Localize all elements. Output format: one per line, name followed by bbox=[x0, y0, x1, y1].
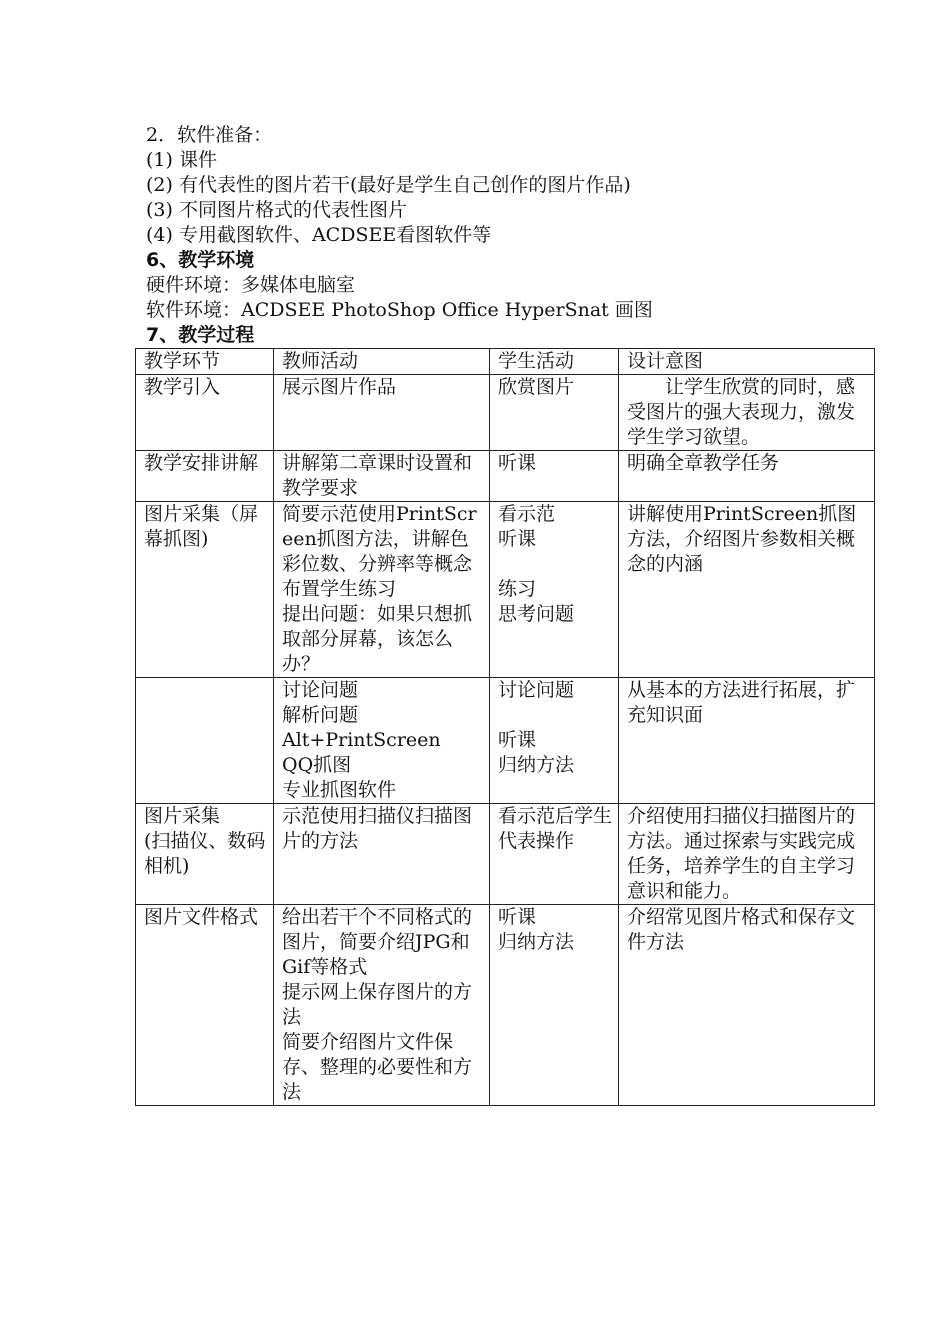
header-teacher: 教师活动 bbox=[274, 349, 490, 375]
cell-text: 听课 bbox=[498, 906, 537, 928]
cell-teacher-activity bbox=[274, 678, 490, 804]
cell-stage bbox=[136, 804, 274, 905]
text-line: (3) 不同图片格式的代表性图片 bbox=[146, 199, 407, 221]
text-line: 硬件环境：多媒体电脑室 bbox=[146, 274, 356, 296]
cell-text: 示范使用扫描仪扫描图片的方法 bbox=[282, 805, 473, 852]
section-heading: 6、教学环境 bbox=[146, 249, 255, 271]
cell-student-activity bbox=[490, 451, 619, 502]
cell-text: 明确全章教学任务 bbox=[627, 452, 780, 474]
text-line: (1) 课件 bbox=[146, 149, 217, 171]
cell-text: 提示网上保存图片的方法 bbox=[282, 981, 473, 1028]
cell-stage bbox=[136, 678, 274, 804]
cell-text: 看示范后学生代表操作 bbox=[498, 805, 613, 852]
cell-text: Alt+PrintScreen bbox=[282, 729, 441, 751]
intro-section bbox=[146, 123, 826, 348]
text-line: 2．软件准备： bbox=[146, 124, 273, 146]
cell-text: 从基本的方法进行拓展，扩充知识面 bbox=[627, 679, 856, 726]
cell-text: 简要介绍图片文件保存、整理的必要性和方法 bbox=[282, 1031, 473, 1103]
cell-text: 给出若干个不同格式的图片，简要介绍JPG和Gif等格式 bbox=[282, 906, 473, 978]
table-header-row bbox=[136, 349, 875, 375]
cell-text: 练习 bbox=[498, 578, 537, 600]
header-student: 学生活动 bbox=[490, 349, 619, 375]
cell-text bbox=[498, 552, 612, 577]
table-row bbox=[136, 678, 875, 804]
cell-text: 解析问题 bbox=[282, 704, 359, 726]
table-row bbox=[136, 451, 875, 502]
cell-text: 专业抓图软件 bbox=[282, 779, 397, 801]
cell-text: 看示范 bbox=[498, 503, 556, 525]
header-stage: 教学环节 bbox=[136, 349, 274, 375]
cell-text: 听课 bbox=[498, 528, 537, 550]
cell-student-activity bbox=[490, 905, 619, 1106]
cell-text: 讲解使用PrintScreen抓图方法，介绍图片参数相关概念的内涵 bbox=[627, 503, 857, 575]
cell-student-activity bbox=[490, 804, 619, 905]
cell-student-activity bbox=[490, 375, 619, 451]
cell-teacher-activity bbox=[274, 502, 490, 678]
header-design: 设计意图 bbox=[619, 349, 875, 375]
cell-teacher-activity bbox=[274, 804, 490, 905]
cell-text: 简要示范使用PrintScreen抓图方法，讲解色彩位数、分辨率等概念 bbox=[282, 503, 477, 575]
cell-text: 介绍常见图片格式和保存文件方法 bbox=[627, 906, 856, 953]
cell-text: 思考问题 bbox=[498, 603, 575, 625]
cell-text: 讨论问题 bbox=[282, 679, 359, 701]
cell-text: 归纳方法 bbox=[498, 754, 575, 776]
cell-text: 欣赏图片 bbox=[498, 376, 575, 398]
table-row bbox=[136, 905, 875, 1106]
cell-text: 教学安排讲解 bbox=[144, 452, 259, 474]
cell-stage bbox=[136, 905, 274, 1106]
cell-text: (扫描仪、数码相机) bbox=[144, 830, 266, 877]
text-line: 软件环境：ACDSEE PhotoShop Office HyperSnat 画图 bbox=[146, 299, 653, 321]
cell-text: 展示图片作品 bbox=[282, 376, 397, 398]
cell-text: 图片采集 bbox=[144, 805, 221, 827]
cell-text: QQ抓图 bbox=[282, 754, 352, 776]
cell-teacher-activity bbox=[274, 451, 490, 502]
cell-text: 听课 bbox=[498, 729, 537, 751]
teaching-process-table bbox=[135, 348, 875, 1106]
cell-stage bbox=[136, 502, 274, 678]
cell-teacher-activity bbox=[274, 905, 490, 1106]
cell-stage bbox=[136, 451, 274, 502]
cell-stage bbox=[136, 375, 274, 451]
cell-text: 介绍使用扫描仪扫描图片的方法。通过探索与实践完成任务，培养学生的自主学习意识和能力。 bbox=[627, 805, 856, 902]
cell-text: 讨论问题 bbox=[498, 679, 575, 701]
cell-design-intent bbox=[619, 451, 875, 502]
cell-text: 布置学生练习 bbox=[282, 578, 397, 600]
table-body bbox=[136, 375, 875, 1106]
cell-teacher-activity bbox=[274, 375, 490, 451]
cell-text: 图片采集（屏幕抓图) bbox=[144, 503, 259, 550]
text-line: (2) 有代表性的图片若干(最好是学生自己创作的图片作品) bbox=[146, 174, 631, 196]
cell-text: 让学生欣赏的同时，感受图片的强大表现力，激发学生学习欲望。 bbox=[627, 376, 856, 448]
cell-student-activity bbox=[490, 502, 619, 678]
cell-text: 听课 bbox=[498, 452, 537, 474]
cell-design-intent bbox=[619, 502, 875, 678]
cell-text: 归纳方法 bbox=[498, 931, 575, 953]
cell-text bbox=[498, 703, 612, 728]
cell-design-intent bbox=[619, 678, 875, 804]
cell-design-intent bbox=[619, 905, 875, 1106]
table-row bbox=[136, 502, 875, 678]
table-row bbox=[136, 375, 875, 451]
cell-text: 讲解第二章课时设置和教学要求 bbox=[282, 452, 473, 499]
table-row bbox=[136, 804, 875, 905]
cell-design-intent bbox=[619, 375, 875, 451]
section-heading: 7、教学过程 bbox=[146, 324, 255, 346]
cell-design-intent bbox=[619, 804, 875, 905]
cell-text: 提出问题：如果只想抓取部分屏幕，该怎么办？ bbox=[282, 603, 473, 675]
text-line: (4) 专用截图软件、ACDSEE看图软件等 bbox=[146, 224, 492, 246]
cell-text: 教学引入 bbox=[144, 376, 221, 398]
cell-student-activity bbox=[490, 678, 619, 804]
cell-text: 图片文件格式 bbox=[144, 906, 259, 928]
